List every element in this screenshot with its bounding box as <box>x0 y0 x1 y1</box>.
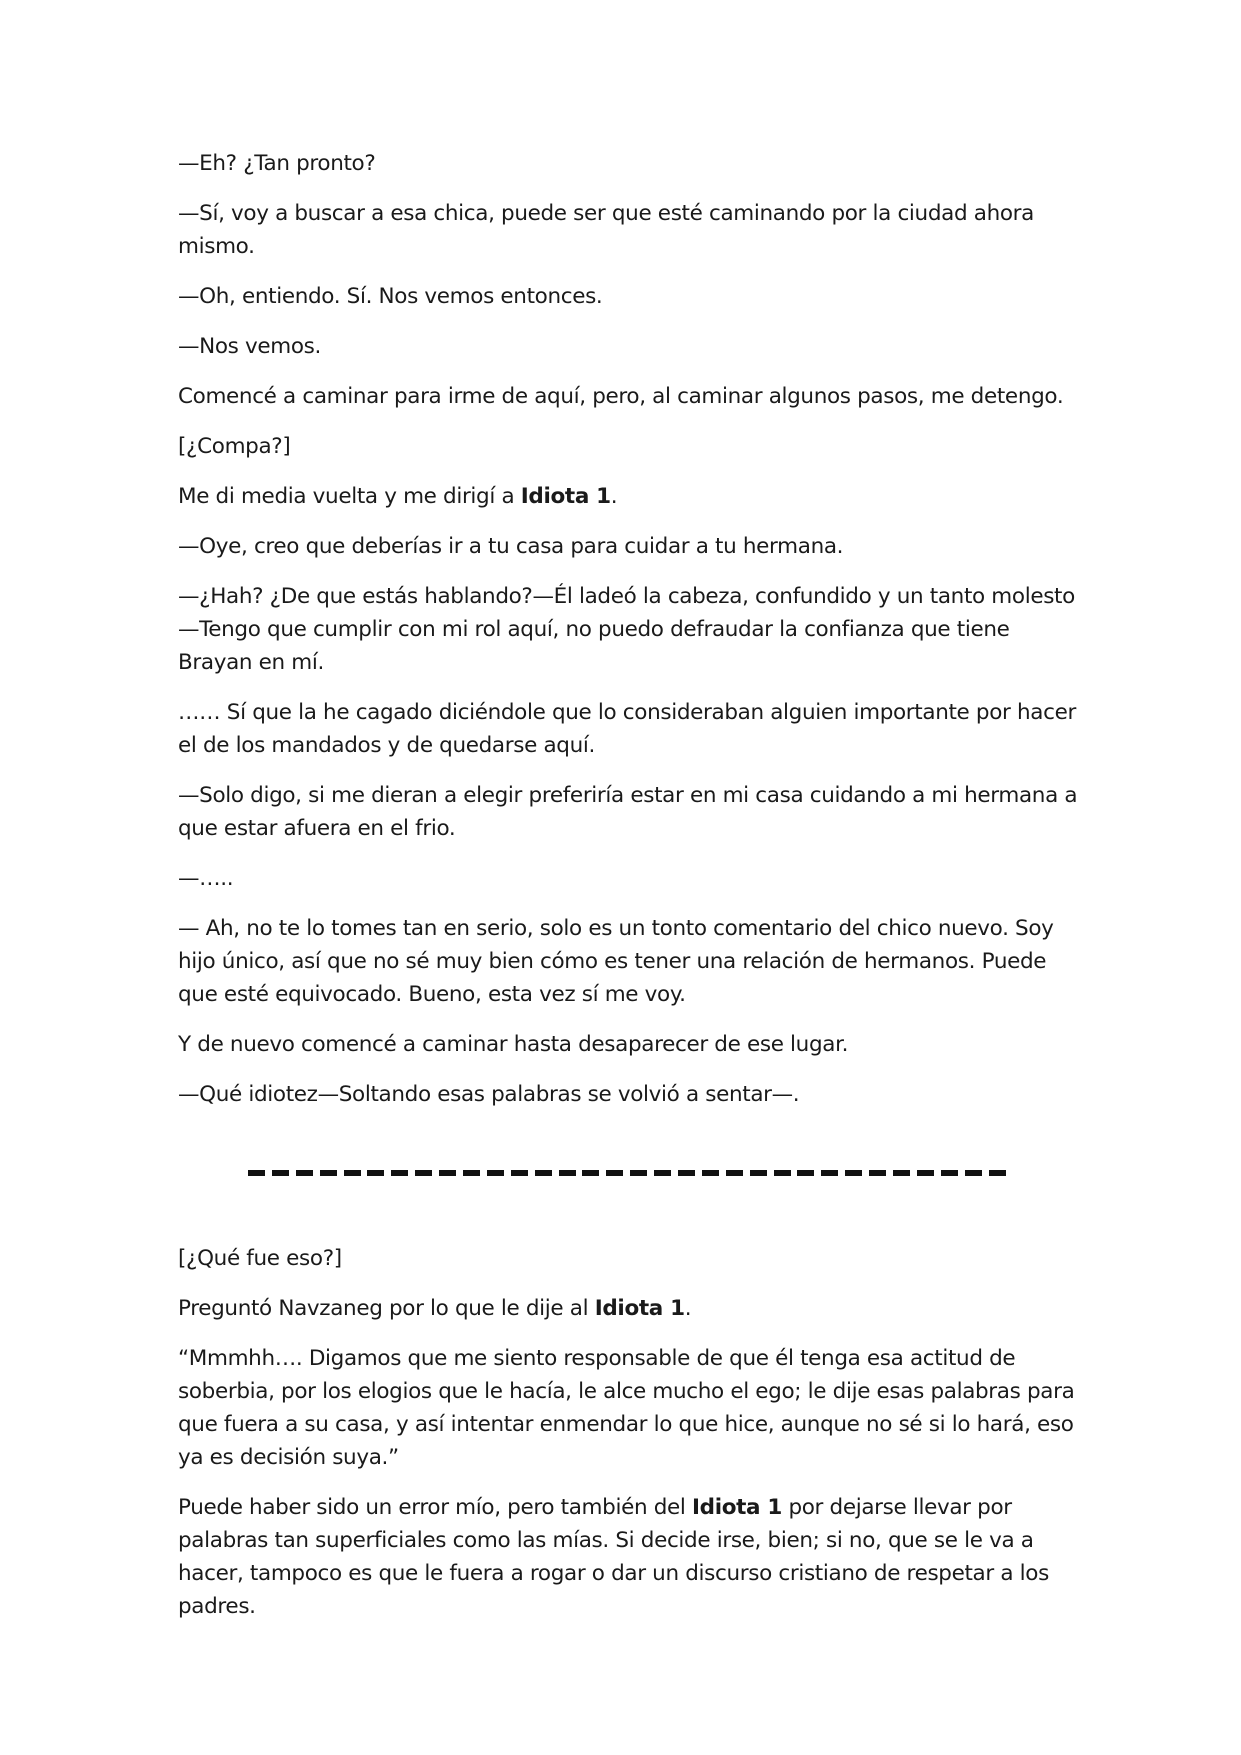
text-run: Preguntó Navzaneg por lo que le dije al <box>178 1296 595 1321</box>
text-run: Puede haber sido un error mío, pero también del <box>178 1495 692 1520</box>
separator-dash <box>630 1170 647 1176</box>
separator-dash <box>678 1170 695 1176</box>
separator-dash <box>702 1170 719 1176</box>
paragraph: …… Sí que la he cagado diciéndole que lo consideraban alguien importante por hacer el de los mandados y de quedarse aquí. <box>178 700 1076 758</box>
bold-name: Idiota 1 <box>692 1495 782 1520</box>
separator-dash <box>439 1170 456 1176</box>
separator-dash <box>845 1170 862 1176</box>
separator-dash <box>487 1170 504 1176</box>
separator-dash <box>367 1170 384 1176</box>
separator-dash <box>511 1170 528 1176</box>
separator-dash <box>750 1170 767 1176</box>
separator-dash <box>391 1170 408 1176</box>
paragraph <box>178 1292 1078 1325</box>
separator-dash <box>582 1170 599 1176</box>
paragraph: —Qué idiotez—Soltando esas palabras se volvió a sentar—. <box>178 1082 800 1107</box>
section-separator <box>248 1160 1006 1186</box>
paragraph: —Oye, creo que deberías ir a tu casa para cuidar a tu hermana. <box>178 534 844 559</box>
text-run: por dejarse llevar por palabras tan superficiales como las mías. Si decide irse, bien; si no, que se le va a hacer, tampoco es que le fuera a rogar o dar un discurso cristiano de respetar a los padres. <box>178 1495 1049 1619</box>
paragraph: —Solo digo, si me dieran a elegir preferiría estar en mi casa cuidando a mi hermana a que estar afuera en el frio. <box>178 783 1078 841</box>
paragraph: Comencé a caminar para irme de aquí, pero, al caminar algunos pasos, me detengo. <box>178 384 1064 409</box>
separator-dash <box>797 1170 814 1176</box>
separator-dash <box>559 1170 576 1176</box>
text-run: . <box>684 1296 692 1321</box>
separator-dash <box>535 1170 552 1176</box>
text-run: . <box>610 484 618 509</box>
text-run: Me di media vuelta y me dirigí a <box>178 484 521 509</box>
separator-dash <box>893 1170 910 1176</box>
paragraph: —Sí, voy a buscar a esa chica, puede ser que esté caminando por la ciudad ahora mismo. <box>178 201 1034 259</box>
bold-name: Idiota 1 <box>520 484 611 509</box>
paragraph: —….. <box>178 866 234 891</box>
separator-dash <box>869 1170 886 1176</box>
paragraph: [¿Compa?] <box>178 434 291 459</box>
separator-dash <box>606 1170 623 1176</box>
separator-dash <box>654 1170 671 1176</box>
paragraph: —¿Hah? ¿De que estás hablando?—Él ladeó la cabeza, confundido y un tanto molesto—Tengo que cumplir con mi rol aquí, no puedo defraudar la confianza que tiene Brayan en mí. <box>178 584 1075 675</box>
paragraph <box>178 480 1078 513</box>
separator-dash <box>272 1170 289 1176</box>
paragraph: — Ah, no te lo tomes tan en serio, solo es un tonto comentario del chico nuevo. Soy hijo único, así que no sé muy bien cómo es tener una relación de hermanos. Puede que esté equivocado. Bueno, esta vez sí me voy. <box>178 916 1054 1007</box>
separator-dash <box>965 1170 982 1176</box>
bold-name: Idiota 1 <box>594 1296 685 1321</box>
separator-dash <box>296 1170 313 1176</box>
separator-dash <box>415 1170 432 1176</box>
separator-dash <box>917 1170 934 1176</box>
separator-dash <box>774 1170 791 1176</box>
paragraph: “Mmmhh…. Digamos que me siento responsable de que él tenga esa actitud de soberbia, por los elogios que le hacía, le alce mucho el ego; le dije esas palabras para que fuera a su casa, y así intentar enmendar lo que hice, aunque no sé si lo hará, eso ya es decisión suya.” <box>178 1346 1075 1470</box>
paragraph: —Nos vemos. <box>178 334 322 359</box>
text-section-top <box>178 147 1078 1128</box>
text-section-bottom <box>178 1242 1078 1640</box>
separator-dash <box>320 1170 337 1176</box>
separator-dash <box>463 1170 480 1176</box>
paragraph: —Eh? ¿Tan pronto? <box>178 151 376 176</box>
separator-dash <box>989 1170 1006 1176</box>
paragraph <box>178 1491 1078 1623</box>
paragraph: —Oh, entiendo. Sí. Nos vemos entonces. <box>178 284 603 309</box>
separator-dash <box>726 1170 743 1176</box>
separator-dash <box>344 1170 361 1176</box>
separator-dash <box>248 1170 265 1176</box>
separator-dash <box>941 1170 958 1176</box>
paragraph: [¿Qué fue eso?] <box>178 1246 342 1271</box>
separator-dash <box>821 1170 838 1176</box>
paragraph: Y de nuevo comencé a caminar hasta desaparecer de ese lugar. <box>178 1032 849 1057</box>
